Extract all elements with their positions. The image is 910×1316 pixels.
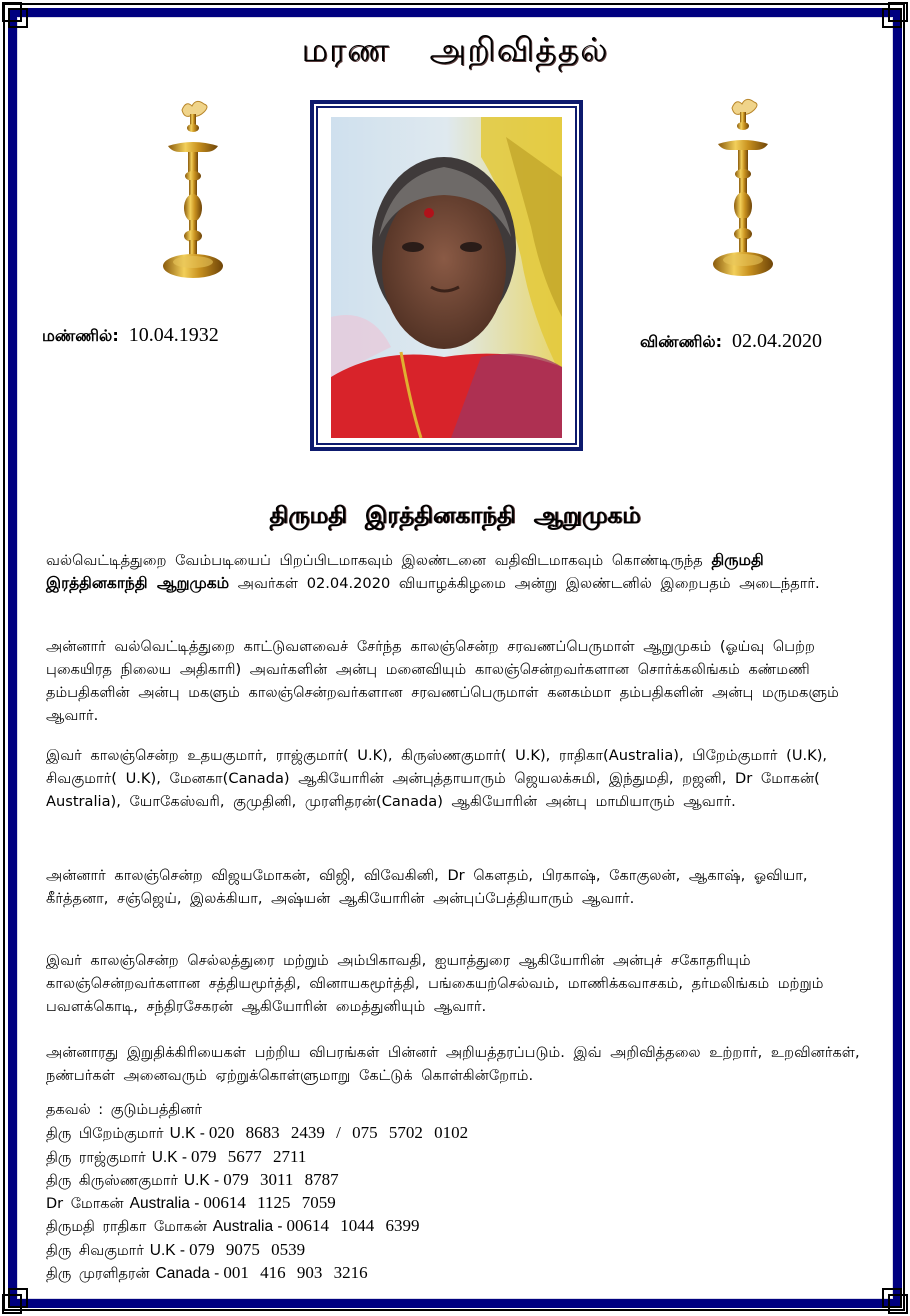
title-word: அறிவித்தல்	[429, 30, 609, 69]
contact-country: Australia -	[212, 1218, 283, 1236]
oil-lamp-icon	[708, 96, 778, 281]
contact-row	[46, 1214, 646, 1237]
contact-name: Dr மோகன்	[46, 1196, 124, 1213]
contact-phone[interactable]: 020 8683 2439 / 075 5702 0102	[208, 1123, 469, 1143]
corner-ornament	[2, 2, 24, 24]
contact-phone[interactable]: 00614 1125 7059	[203, 1193, 336, 1213]
deceased-name-inline: திருமதி இரத்தினகாந்தி ஆறுமுகம்	[46, 551, 764, 592]
contact-phone[interactable]: 001 416 903 3216	[223, 1263, 368, 1283]
paragraph-grandchildren: அன்னார் காலஞ்சென்ற விஜயமோகன், விஜி, விவேகினி, Dr கௌதம், பிரகாஷ், கோகுலன், ஆகாஷ், ஓவியா, கீர்த்தனா, சஞ்ஜெய், இலக்கியா, அஷ்யன் ஆகியோரின் அன்புப்பேத்தியாரும் ஆவார்.	[46, 867, 808, 907]
paragraph-children: இவர் காலஞ்சென்ற உதயகுமார், ராஜ்குமார்( U.K), கிருஸ்ணகுமார்( U.K), ராதிகா(Australia), பிறேம்குமார் (U.K), சிவகுமார்( U.K), மேனகா(Canada) ஆகியோரின் அன்புத்தாயாரும் ஜெயலக்சுமி, இந்துமதி, றஜனி, Dr மோகன்( Australia), யோகேஸ்வரி, குமுதினி, முரளிதரன்(Canada) ஆகியோரின் அன்பு மாமியாரும் ஆவார்.	[46, 747, 828, 810]
contact-header	[46, 1098, 646, 1121]
corner-ornament	[886, 1292, 908, 1314]
contact-name: திரு கிருஸ்ணகுமார்	[46, 1172, 178, 1189]
contact-row	[46, 1121, 646, 1144]
death-value: 02.04.2020	[732, 330, 823, 352]
contact-name: திருமதி ராதிகா மோகன்	[46, 1219, 207, 1236]
contact-country: Canada -	[155, 1265, 220, 1283]
birth-date	[42, 324, 219, 347]
contact-country: Australia -	[129, 1195, 200, 1213]
paragraph-text: வல்வெட்டித்துறை வேம்படியைப் பிறப்பிடமாகவும் இலண்டனை வதிவிடமாகவும் கொண்டிருந்த	[46, 552, 703, 569]
contact-row	[46, 1191, 646, 1214]
contact-country: U.K -	[149, 1241, 186, 1259]
contact-list	[46, 1098, 646, 1284]
contact-row	[46, 1238, 646, 1261]
paragraph-intro	[46, 549, 868, 595]
contact-phone[interactable]: 079 9075 0539	[189, 1239, 306, 1259]
contact-header-text: தகவல் : குடும்பத்தினர்	[46, 1102, 202, 1118]
death-label: விண்ணில்:	[640, 332, 723, 351]
deceased-name-heading: திருமதி இரத்தினகாந்தி ஆறுமுகம்	[269, 503, 641, 529]
corner-ornament	[2, 1292, 24, 1314]
paragraph-text: அவர்கள் 02.04.2020 வியாழக்கிழமை அன்று இலண்டனில் இறைபதம் அடைந்தார்.	[237, 575, 820, 592]
birth-value: 10.04.1932	[128, 324, 219, 346]
birth-label: மண்ணில்:	[42, 326, 119, 345]
paragraph-siblings: இவர் காலஞ்சென்ற செல்லத்துரை மற்றும் அம்பிகாவதி, ஐயாத்துரை ஆகியோரின் அன்புச் சகோதரியும் காலஞ்சென்றவர்களான சத்தியமூர்த்தி, வினாயகமூர்த்தி, பங்கையற்செல்வம், மாணிக்கவாசகம், தர்மலிங்கம் மற்றும் பவளக்கொடி, சந்திரசேகரன் ஆகியோரின் மைத்துனியும் ஆவார்.	[46, 952, 824, 1015]
contact-name: திரு பிறேம்குமார்	[46, 1126, 164, 1143]
title-word: மரண	[301, 30, 391, 69]
oil-lamp-icon	[158, 98, 228, 283]
paragraph-funeral-info: அன்னாரது இறுதிக்கிரியைகள் பற்றிய விபரங்கள் பின்னர் அறியத்தரப்படும். இவ் அறிவித்தலை உற்றார், உறவினர்கள், நண்பர்கள் அனைவரும் ஏற்றுக்கொள்ளுமாறு கேட்டுக் கொள்கின்றோம்.	[46, 1044, 860, 1084]
corner-ornament	[886, 2, 908, 24]
contact-row	[46, 1145, 646, 1168]
contact-row	[46, 1261, 646, 1284]
contact-phone[interactable]: 079 3011 8787	[223, 1169, 339, 1189]
contact-country: U.K -	[183, 1171, 220, 1189]
contact-country: U.K -	[169, 1125, 205, 1143]
contact-phone[interactable]: 079 5677 2711	[191, 1146, 307, 1166]
contact-name: திரு முரளிதரன்	[46, 1266, 150, 1283]
contact-row	[46, 1168, 646, 1191]
contact-country: U.K -	[151, 1148, 188, 1166]
death-date	[640, 330, 822, 353]
portrait-photo	[331, 117, 562, 438]
contact-name: திரு சிவகுமார்	[46, 1242, 144, 1259]
contact-phone[interactable]: 00614 1044 6399	[286, 1216, 420, 1236]
page-title	[0, 30, 910, 74]
contact-name: திரு ராஜ்குமார்	[46, 1149, 146, 1166]
paragraph-family-spouse: அன்னார் வல்வெட்டித்துறை காட்டுவளவைச் சேர்ந்த காலஞ்சென்ற சரவணப்பெருமாள் ஆறுமுகம் (ஓய்வு பெற்ற புகையிரத நிலைய அதிகாரி) அவர்களின் அன்பு மனைவியும் காலஞ்சென்றவர்களான சொர்க்கலிங்கம் கண்மணி தம்பதிகளின் அன்பு மகளும் காலஞ்சென்றவர்களான சரவணப்பெருமாள் கனகம்மா தம்பதிகளின் அன்பு மருமகளும் ஆவார்.	[46, 638, 839, 724]
